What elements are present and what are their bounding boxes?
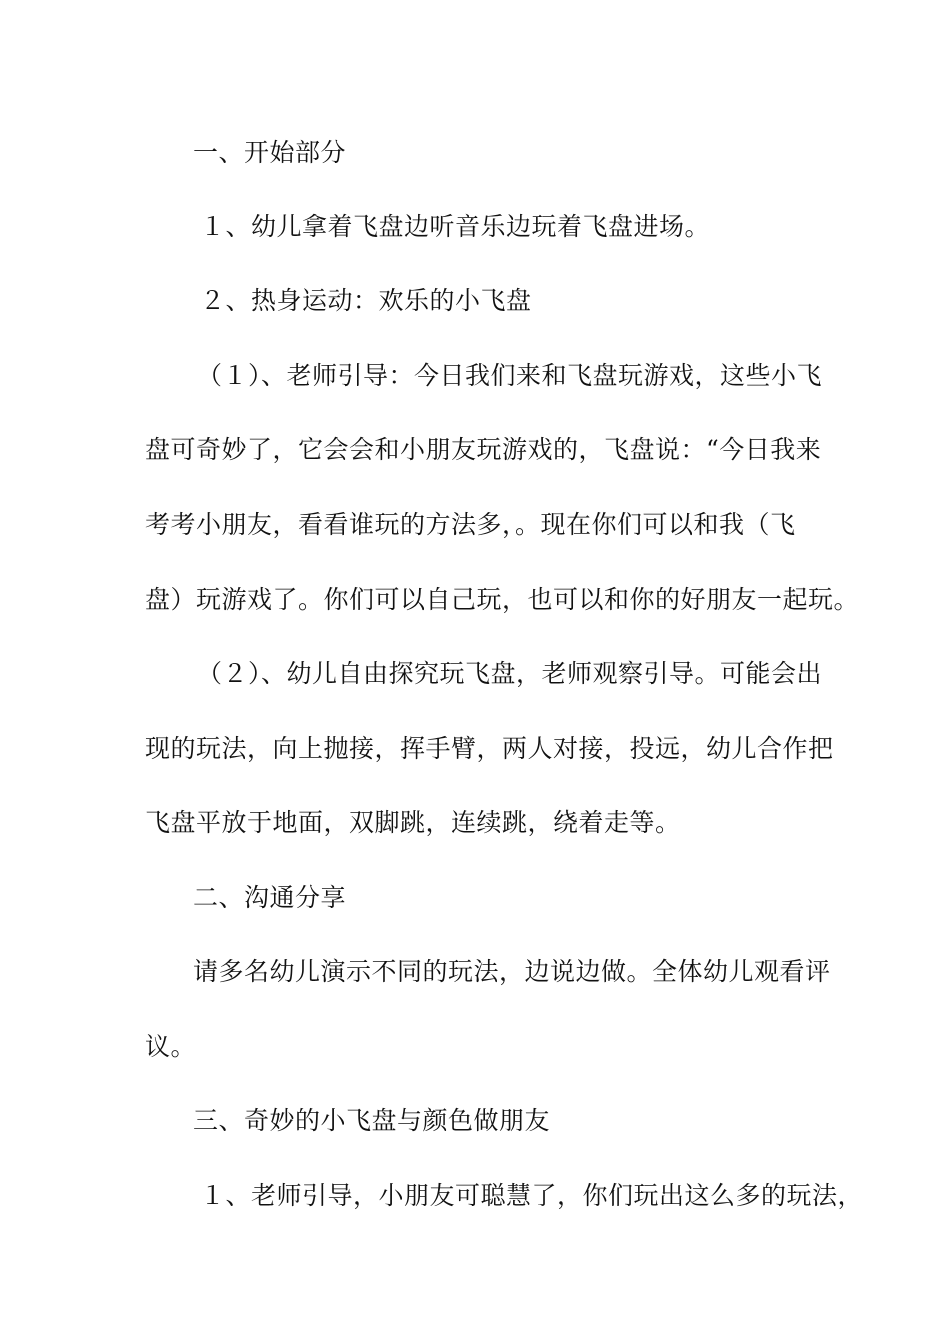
- paragraph-line: 议。: [145, 1032, 197, 1061]
- paragraph-line: 飞盘平放于地面，双脚跳，连续跳，绕着走等。: [145, 808, 681, 837]
- section-heading-colors: 三、奇妙的小飞盘与颜色做朋友: [193, 1106, 551, 1135]
- paragraph-line: 盘可奇妙了，它会会和小朋友玩游戏的，飞盘说：“今日我来: [145, 435, 822, 464]
- paragraph-line: （２）、幼儿自由探究玩飞盘，老师观察引导。可能会出: [197, 659, 823, 688]
- paragraph-line: １、老师引导，小朋友可聪慧了，你们玩出这么多的玩法，: [200, 1181, 864, 1210]
- section-heading-share: 二、沟通分享: [193, 883, 347, 912]
- paragraph-line: 请多名幼儿演示不同的玩法，边说边做。全体幼儿观看评: [193, 957, 831, 986]
- paragraph-line: １、幼儿拿着飞盘边听音乐边玩着飞盘进场。: [200, 212, 711, 241]
- paragraph-line: 考考小朋友，看看谁玩的方法多，。现在你们可以和我（飞: [145, 510, 796, 539]
- paragraph-line: 现的玩法，向上抛接，挥手臂，两人对接，投远，幼儿合作把: [145, 734, 834, 763]
- paragraph-line: 盘）玩游戏了。你们可以自己玩，也可以和你的好朋友一起玩。: [145, 585, 860, 614]
- paragraph-line: （１）、老师引导：今日我们来和飞盘玩游戏，这些小飞: [197, 361, 823, 390]
- section-heading-start: 一、开始部分: [193, 138, 347, 167]
- paragraph-line: ２、热身运动：欢乐的小飞盘: [200, 286, 532, 315]
